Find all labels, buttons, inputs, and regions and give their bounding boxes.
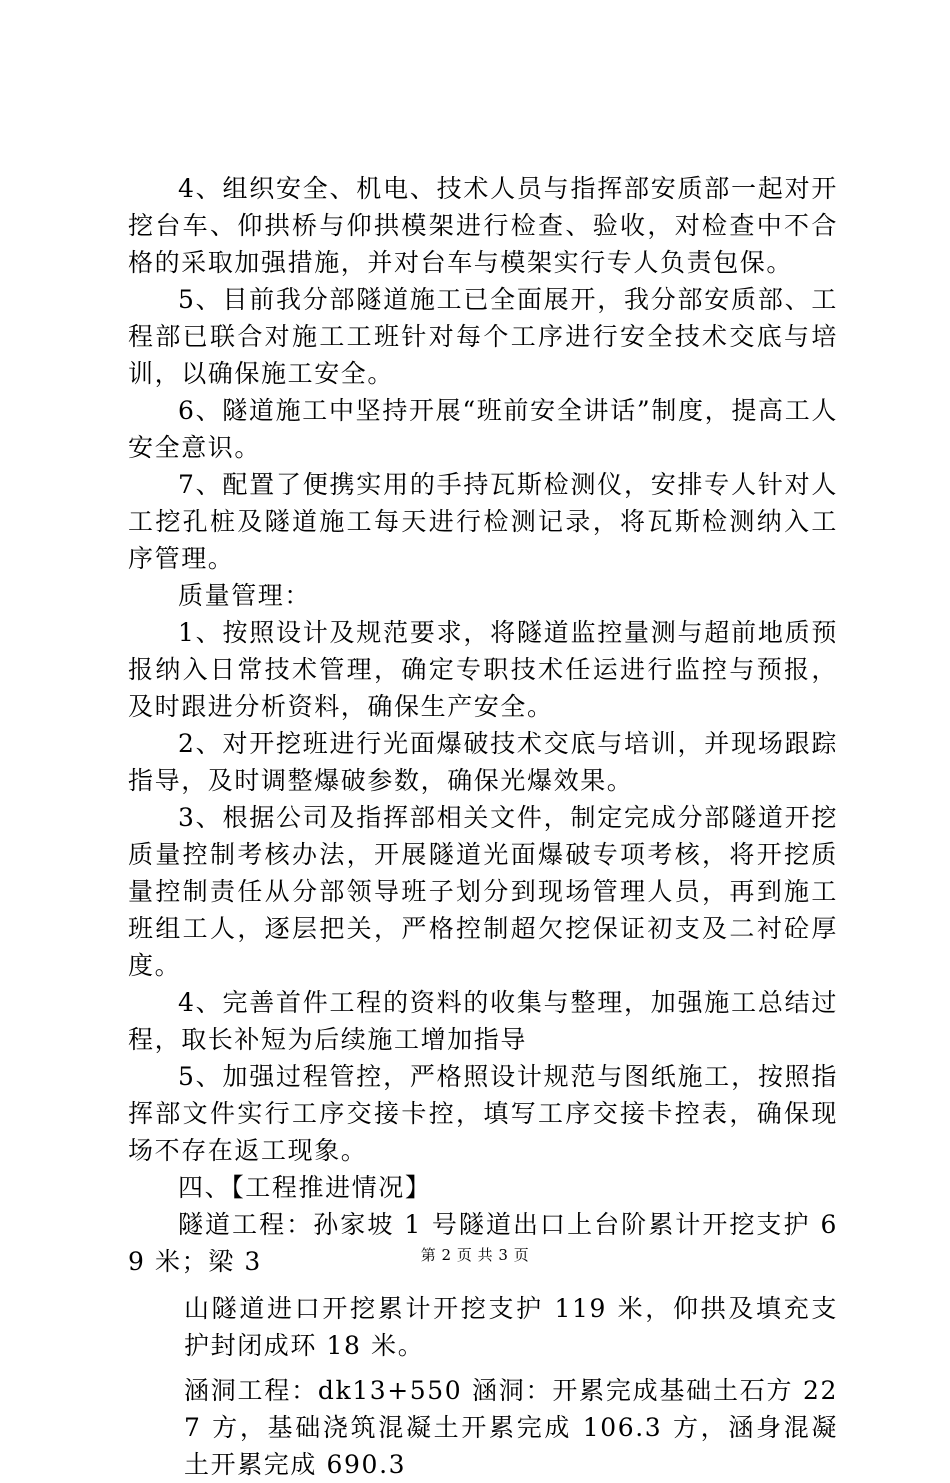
paragraph: 6、隧道施工中坚持开展“班前安全讲话”制度，提高工人安全意识。 [128,396,838,462]
paragraph: 7、配置了便携实用的手持瓦斯检测仪，安排专人针对人工挖孔桩及隧道施工每天进行检测记录，将瓦斯检测纳入工序管理。 [128,470,838,573]
paragraph: 1、按照设计及规范要求，将隧道监控量测与超前地质预报纳入日常技术管理，确定专职技术任运进行监控与预报，及时跟进分析资料，确保生产安全。 [128,618,838,721]
paragraph: 涵洞工程：dk13+550 涵洞：开累完成基础土石方 227 方，基础浇筑混凝土开累完成 106.3 方，涵身混凝土开累完成 690.3 [184,1376,838,1479]
section-heading-quality: 质量管理： [178,581,312,610]
paragraph: 4、完善首件工程的资料的收集与整理，加强施工总结过程，取长补短为后续施工增加指导 [128,988,838,1054]
paragraph: 山隧道进口开挖累计开挖支护 119 米，仰拱及填充支护封闭成环 18 米。 [184,1294,838,1360]
section-heading-progress: 四、【工程推进情况】 [178,1173,432,1202]
paragraph: 3、根据公司及指挥部相关文件，制定完成分部隧道开挖质量控制考核办法，开展隧道光面爆破专项考核，将开挖质量控制责任从分部领导班子划分到现场管理人员，再到施工班组工人，逐层把关，严格控制超欠挖保证初支及二衬砼厚度。 [128,803,838,980]
paragraph: 2、对开挖班进行光面爆破技术交底与培训，并现场跟踪指导，及时调整爆破参数，确保光爆效果。 [128,729,838,795]
paragraph: 5、加强过程管控，严格照设计规范与图纸施工，按照指挥部文件实行工序交接卡控，填写工序交接卡控表，确保现场不存在返工现象。 [128,1062,838,1165]
paragraph: 隧道工程：孙家坡 1 号隧道出口上台阶累计开挖支护 69 米；梁 3 [128,1210,838,1276]
page-footer: 第 2 页 共 3 页 [420,1246,530,1264]
paragraph: 5、目前我分部隧道施工已全面展开，我分部安质部、工程部已联合对施工工班针对每个工序进行安全技术交底与培训，以确保施工安全。 [128,285,838,388]
document-body [128,170,838,1483]
paragraph: 4、组织安全、机电、技术人员与指挥部安质部一起对开挖台车、仰拱桥与仰拱模架进行检查、验收，对检查中不合格的采取加强措施，并对台车与模架实行专人负责包保。 [128,174,838,277]
